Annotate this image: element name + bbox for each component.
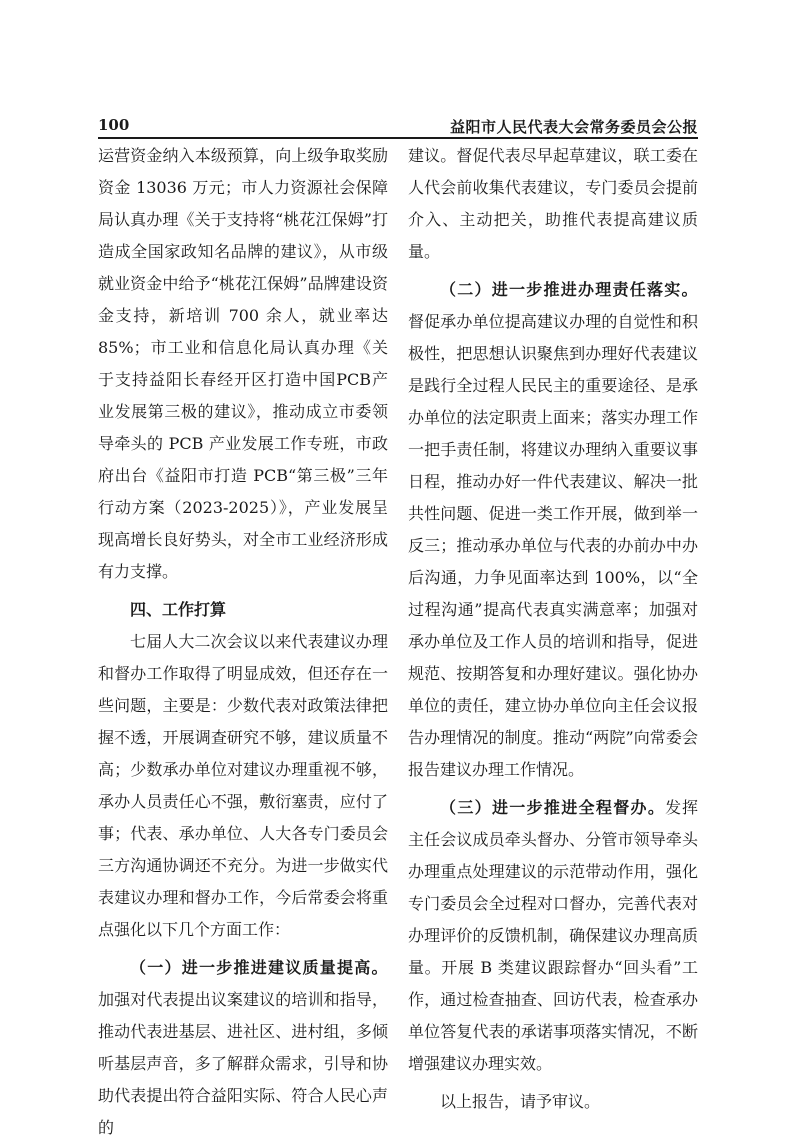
closing-line: 以上报告，请予审议。 xyxy=(440,1092,601,1111)
paragraph-overview: 七届人大二次会议以来代表建议办理和督办工作取得了明显成效，但还存在一些问题，主要是：少数代表对政策法律把握不透，开展调查研究不够，建议质量不高；少数承办单位对建议办理重视不够，承办人员责任心不强，敷衍塞责，应付了事；代表、承办单位、人大各专门委员会三方沟通协调还不充分。为进一步做实代表建议办理和督办工作，今后常委会将重点强化以下几个方面工作： xyxy=(98,632,388,939)
item-3-heading: （三）进一步推进全程督办。 xyxy=(440,798,666,817)
section-heading: 四、工作打算 xyxy=(130,600,227,619)
right-column xyxy=(408,140,698,1118)
paragraph-item-1-continuation: 建议。督促代表尽早起草建议，联工委在人代会前收集代表建议，专门委员会提前介入、主动把关，助推代表提高建议质量。 xyxy=(408,146,698,261)
paragraph-item-1 xyxy=(98,952,388,1144)
page-number: 100 xyxy=(98,116,130,134)
left-column xyxy=(98,140,388,1144)
header-divider xyxy=(98,137,698,139)
item-3-body: 发挥主任会议成员牵头督办、分管市领导牵头办理重点处理建议的示范带动作用，强化专门委员会全过程对口督办，完善代表对办理评价的反馈机制，确保建议办理高质量。开展 B 类建议跟踪督办“回头看”工作，通过检查抽查、回访代表，检查承办单位答复代表的承诺事项落实情况，不断增强建议办理实效。 xyxy=(408,798,698,1073)
item-1-heading: （一）进一步推进建议质量提高。 xyxy=(130,958,388,977)
page-header xyxy=(98,116,698,136)
paragraph-continuation: 运营资金纳入本级预算，向上级争取奖励资金 13036 万元；市人力资源社会保障局认真办理《关于支持将“桃花江保姆”打造成全国家政知名品牌的建议》，从市级就业资金中给予“桃花江保姆”品牌建设资金支持，新培训 700 余人，就业率达 85%；市工业和信息化局认真办理《关于支持益阳长春经开区打造中国PCB产业发展第三极的建议》，推动成立市委领导牵头的 PCB 产业发展工作专班，市政府出台《益阳市打造 PCB“第三极”三年行动方案（2023-2025）》，产业发展呈现高增长良好势头，对全市工业经济形成有力支撑。 xyxy=(98,146,388,581)
item-2-heading: （二）进一步推进办理责任落实。 xyxy=(440,280,698,299)
paragraph-item-2 xyxy=(408,274,698,786)
journal-title: 益阳市人民代表大会常务委员会公报 xyxy=(449,118,698,136)
item-2-body: 督促承办单位提高建议办理的自觉性和积极性，把思想认识聚焦到办理好代表建议是践行全过程人民民主的重要途径、是承办单位的法定职责上面来；落实办理工作一把手责任制，将建议办理纳入重要议事日程，推动办好一件代表建议、解决一批共性问题、促进一类工作开展，做到举一反三；推动承办单位与代表的办前办中办后沟通，力争见面率达到 100%，以“全过程沟通”提高代表真实满意率；加强对承办单位及工作人员的培训和指导，促进规范、按期答复和办理好建议。强化协办单位的责任，建立协办单位向主任会议报告办理情况的制度。推动“两院”向常委会报告建议办理工作情况。 xyxy=(408,312,698,779)
paragraph-item-3 xyxy=(408,792,698,1080)
item-1-body: 加强对代表提出议案建议的培训和指导，推动代表进基层、进社区、进村组，多倾听基层声音，多了解群众需求，引导和协助代表提出符合益阳实际、符合人民心声的 xyxy=(98,990,388,1137)
